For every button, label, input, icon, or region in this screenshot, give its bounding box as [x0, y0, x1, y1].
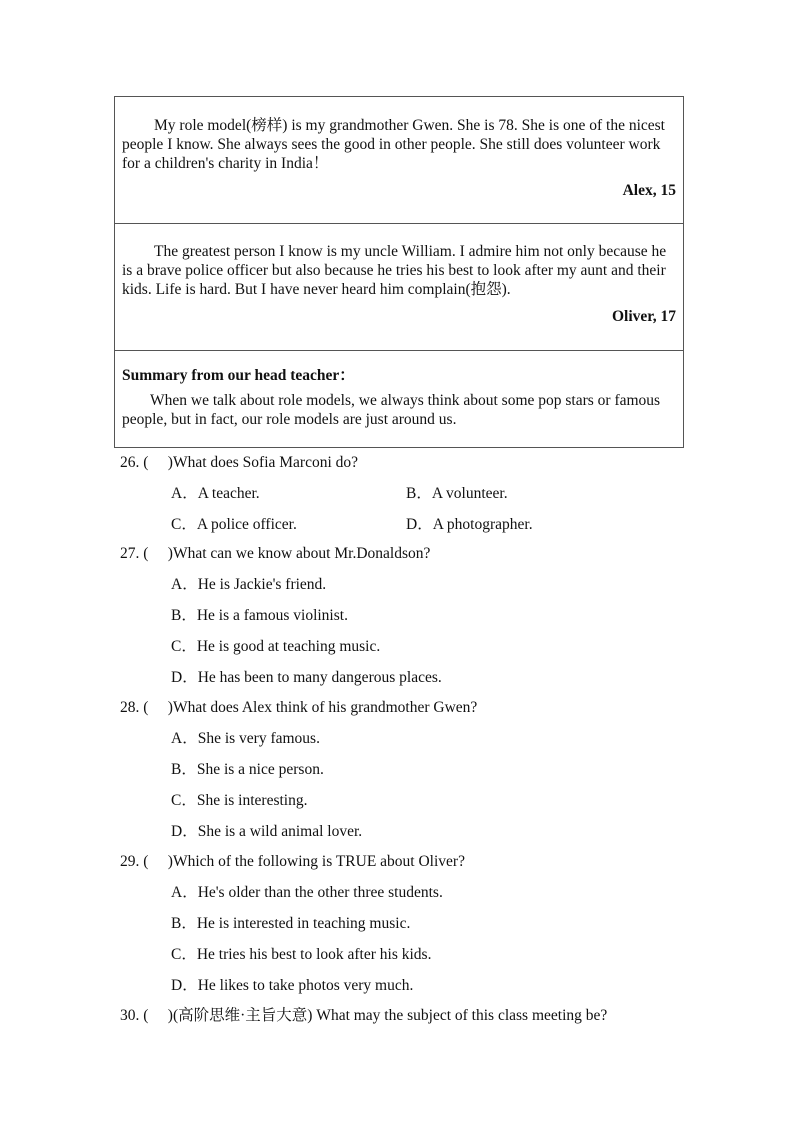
question-26-stem: 26. ( )What does Sofia Marconi do?	[120, 454, 359, 471]
q29-option-d[interactable]: D．He likes to take photos very much.	[171, 977, 414, 994]
oliver-signature: Oliver, 17	[611, 308, 676, 325]
q26-option-d[interactable]: D．A photographer.	[406, 516, 533, 533]
q28-option-b[interactable]: B．She is a nice person.	[171, 761, 324, 778]
oliver-section	[115, 224, 683, 351]
q28-option-a[interactable]: A．She is very famous.	[171, 730, 320, 747]
q26-option-c[interactable]: C．A police officer.	[171, 516, 297, 533]
question-30-stem: 30. ( )(高阶思维·主旨大意) What may the subject of this class meeting be?	[120, 1007, 608, 1024]
question-27-stem: 27. ( )What can we know about Mr.Donaldson?	[120, 545, 431, 562]
q29-option-b[interactable]: B．He is interested in teaching music.	[171, 915, 411, 932]
summary-paragraph: When we talk about role models, we always think about some pop stars or famous people, but in fact, our role models are just around us.	[122, 392, 661, 428]
oliver-paragraph: The greatest person I know is my uncle William. I admire him not only because he is a brave police officer but also because he tries his best to look after my aunt and their kids. Life is hard. But I have never heard him complain(抱怨).	[122, 243, 667, 298]
alex-paragraph: My role model(榜样) is my grandmother Gwen. She is 78. She is one of the nicest people I know. She always sees the good in other people. She still does volunteer work for a children's charity in India！	[122, 117, 665, 172]
q29-option-a[interactable]: A．He's older than the other three students.	[171, 884, 443, 901]
alex-signature: Alex, 15	[622, 182, 676, 199]
question-29-stem: 29. ( )Which of the following is TRUE about Oliver?	[120, 853, 465, 870]
q27-option-a[interactable]: A．He is Jackie's friend.	[171, 576, 327, 593]
alex-section	[115, 97, 683, 224]
question-28-stem: 28. ( )What does Alex think of his grandmother Gwen?	[120, 699, 478, 716]
summary-title: Summary from our head teacher：	[122, 367, 355, 384]
q27-option-b[interactable]: B．He is a famous violinist.	[171, 607, 348, 624]
q26-option-a[interactable]: A．A teacher.	[171, 485, 260, 502]
passage-box	[114, 96, 684, 448]
q28-option-c[interactable]: C．She is interesting.	[171, 792, 308, 809]
q26-option-b[interactable]: B．A volunteer.	[406, 485, 508, 502]
summary-section	[115, 351, 683, 447]
q27-option-d[interactable]: D．He has been to many dangerous places.	[171, 669, 442, 686]
q27-option-c[interactable]: C．He is good at teaching music.	[171, 638, 381, 655]
q28-option-d[interactable]: D．She is a wild animal lover.	[171, 823, 363, 840]
q29-option-c[interactable]: C．He tries his best to look after his kids.	[171, 946, 432, 963]
